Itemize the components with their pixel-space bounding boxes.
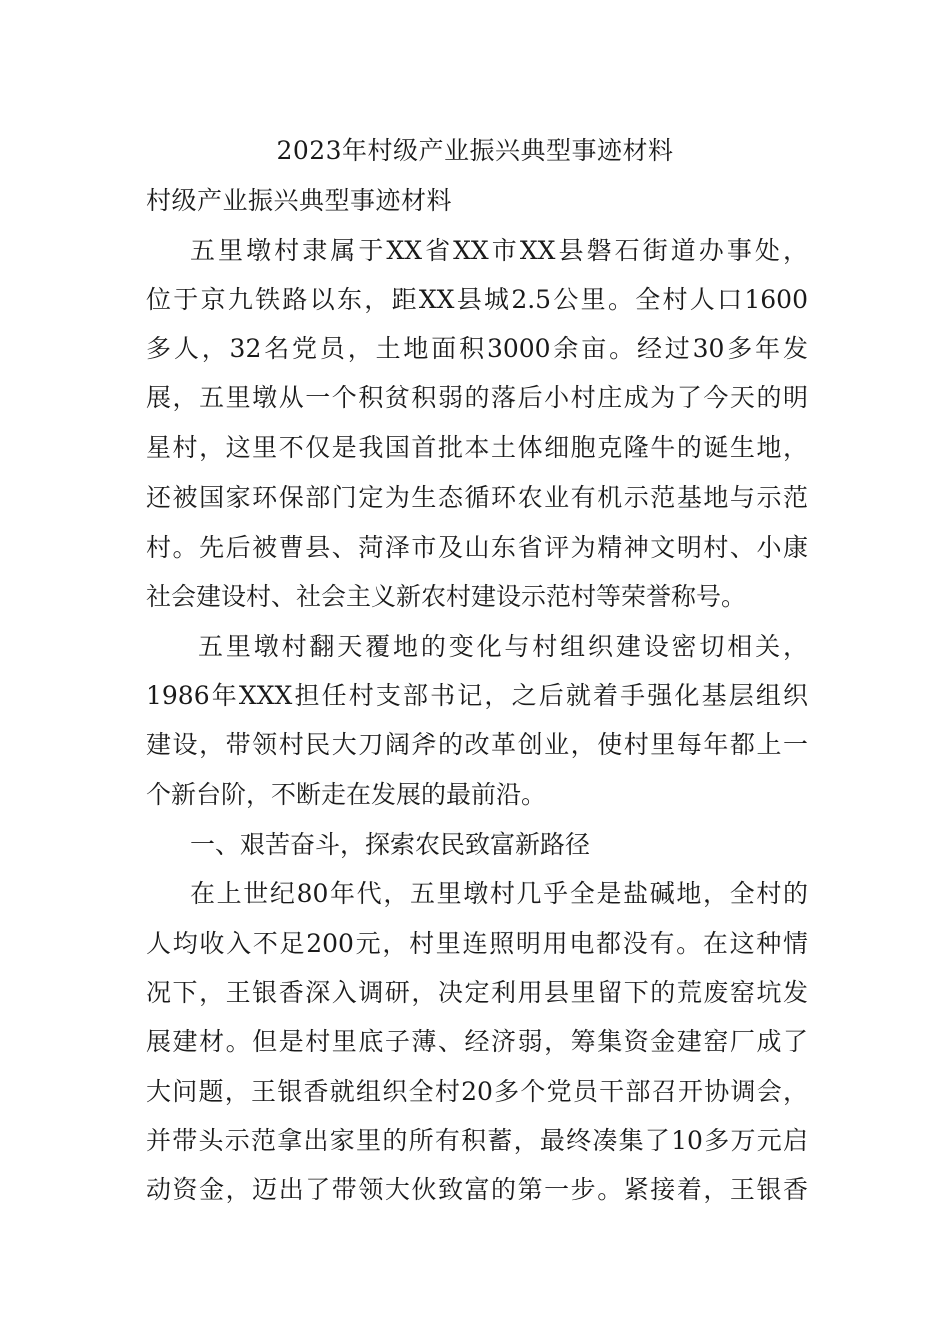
paragraph-line: 五里墩村隶属于XX省XX市XX县磐石街道办事处， (190, 236, 808, 265)
paragraph-line: 展，五里墩从一个积贫积弱的落后小村庄成为了今天的明 (146, 383, 808, 412)
document-subtitle: 村级产业振兴典型事迹材料 (146, 186, 453, 215)
paragraph-line: 并带头示范拿出家里的所有积蓄，最终凑集了10多万元启 (146, 1126, 808, 1155)
paragraph-line: 多人，32名党员，土地面积3000余亩。经过30多年发 (146, 334, 808, 363)
paragraph-line: 展建材。但是村里底子薄、经济弱，筹集资金建窑厂成了 (146, 1027, 808, 1056)
paragraph-line: 位于京九铁路以东，距XX县城2.5公里。全村人口1600 (146, 285, 808, 314)
paragraph-line: 五里墩村翻天覆地的变化与村组织建设密切相关， (198, 632, 808, 661)
paragraph-line: 个新台阶，不断走在发展的最前沿。 (146, 780, 547, 809)
paragraph-line: 大问题，王银香就组织全村20多个党员干部召开协调会， (146, 1077, 808, 1106)
paragraph-line: 动资金，迈出了带领大伙致富的第一步。紧接着，王银香 (146, 1175, 808, 1204)
paragraph-line: 在上世纪80年代，五里墩村几乎全是盐碱地，全村的 (190, 879, 808, 908)
section-heading: 一、艰苦奋斗，探索农民致富新路径 (190, 830, 591, 859)
paragraph-line: 建设，带领村民大刀阔斧的改革创业，使村里每年都上一 (146, 730, 808, 759)
paragraph-line: 1986年XXX担任村支部书记，之后就着手强化基层组织 (146, 681, 808, 710)
paragraph-line: 况下，王银香深入调研，决定利用县里留下的荒废窑坑发 (146, 978, 808, 1007)
paragraph-line: 人均收入不足200元，村里连照明用电都没有。在这种情 (146, 929, 808, 958)
document-title: 2023年村级产业振兴典型事迹材料 (276, 136, 674, 165)
paragraph-line: 还被国家环保部门定为生态循环农业有机示范基地与示范 (146, 483, 808, 512)
paragraph-line: 社会建设村、社会主义新农村建设示范村等荣誉称号。 (146, 582, 747, 611)
paragraph-line: 星村，这里不仅是我国首批本土体细胞克隆牛的诞生地， (146, 433, 808, 462)
paragraph-line: 村。先后被曹县、菏泽市及山东省评为精神文明村、小康 (146, 533, 808, 562)
